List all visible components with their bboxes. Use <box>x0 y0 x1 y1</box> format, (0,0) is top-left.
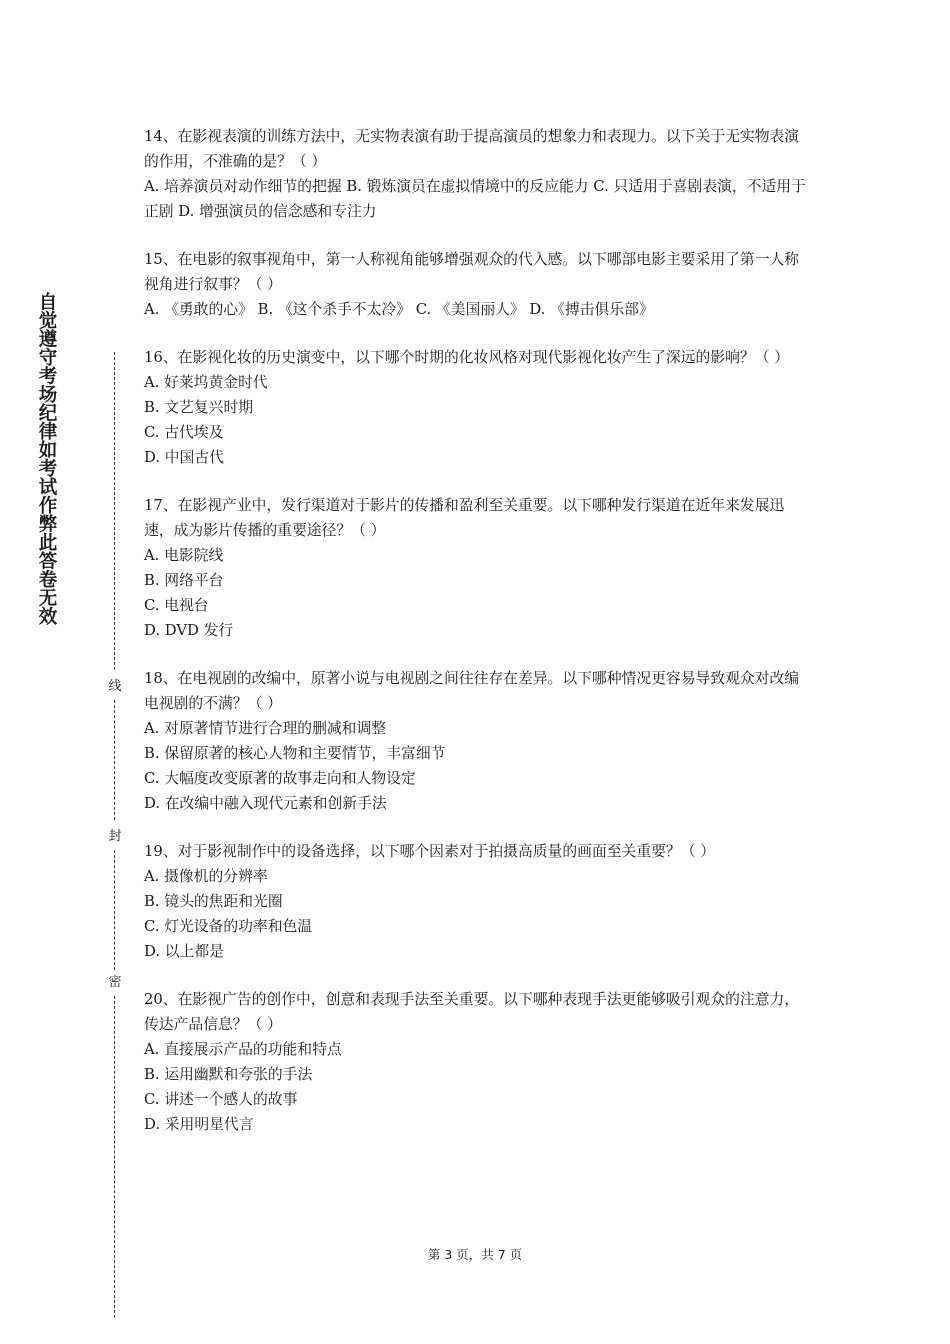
option-b: B. 文艺复兴时期 <box>144 399 254 416</box>
option-d: D. 中国古代 <box>144 449 224 466</box>
question-stem: 15、在电影的叙事视角中，第一人称视角能够增强观众的代入感。以下哪部电影主要采用了第一人称视角进行叙事？（ ） <box>144 251 800 293</box>
page-number: 第 3 页，共 7 页 <box>427 1247 523 1262</box>
binding-dashed-line <box>114 996 115 1318</box>
question-18 <box>144 666 810 816</box>
question-15 <box>144 247 810 322</box>
option-b: B. 镜头的焦距和光圈 <box>144 893 283 910</box>
binding-warning-text: 自觉遵守考场纪律如考试作弊此答卷无效 <box>36 292 57 625</box>
binding-dashed-line <box>114 700 115 820</box>
question-stem: 17、在影视产业中，发行渠道对于影片的传播和盈利至关重要。以下哪种发行渠道在近年来发展迅速，成为影片传播的重要途径？（ ） <box>144 497 785 539</box>
option-d: D. 在改编中融入现代元素和创新手法 <box>144 795 387 812</box>
option-c: C. 古代埃及 <box>144 424 224 441</box>
question-17 <box>144 493 810 643</box>
question-options: A. 《勇敢的心》 B. 《这个杀手不太冷》 C. 《美国丽人》 D. 《搏击俱乐部》 <box>144 301 654 318</box>
option-d: D. DVD 发行 <box>144 622 234 639</box>
question-stem: 20、在影视广告的创作中，创意和表现手法至关重要。以下哪种表现手法更能够吸引观众的注意力，传达产品信息？（ ） <box>144 991 800 1033</box>
binding-label-xian: 线 <box>108 679 122 694</box>
question-options: A. 培养演员对动作细节的把握 B. 锻炼演员在虚拟情境中的反应能力 C. 只适用于喜剧表演，不适用于正剧 D. 增强演员的信念感和专注力 <box>144 178 806 220</box>
option-a: A. 好莱坞黄金时代 <box>144 374 268 391</box>
option-b: B. 运用幽默和夸张的手法 <box>144 1066 313 1083</box>
option-d: D. 以上都是 <box>144 943 224 960</box>
question-14 <box>144 124 810 224</box>
question-stem: 19、对于影视制作中的设备选择，以下哪个因素对于拍摄高质量的画面至关重要？（ ） <box>144 843 716 860</box>
question-20 <box>144 987 810 1137</box>
question-list <box>144 124 810 1160</box>
question-16 <box>144 345 810 470</box>
option-b: B. 网络平台 <box>144 572 224 589</box>
question-19 <box>144 839 810 964</box>
option-c: C. 灯光设备的功率和色温 <box>144 918 313 935</box>
option-b: B. 保留原著的核心人物和主要情节，丰富细节 <box>144 745 446 762</box>
option-c: C. 讲述一个感人的故事 <box>144 1091 298 1108</box>
binding-dashed-line <box>114 850 115 970</box>
question-stem: 14、在影视表演的训练方法中，无实物表演有助于提高演员的想象力和表现力。以下关于无实物表演的作用，不准确的是？（ ） <box>144 128 800 170</box>
binding-label-feng: 封 <box>108 829 122 844</box>
option-c: C. 大幅度改变原著的故事走向和人物设定 <box>144 770 416 787</box>
option-c: C. 电视台 <box>144 597 209 614</box>
option-a: A. 电影院线 <box>144 547 224 564</box>
question-stem: 18、在电视剧的改编中，原著小说与电视剧之间往往存在差异。以下哪种情况更容易导致观众对改编电视剧的不满？（ ） <box>144 670 800 712</box>
option-a: A. 对原著情节进行合理的删减和调整 <box>144 720 387 737</box>
binding-dashed-line <box>114 352 115 670</box>
option-a: A. 摄像机的分辨率 <box>144 868 268 885</box>
binding-label-mi: 密 <box>108 975 122 990</box>
question-stem: 16、在影视化妆的历史演变中，以下哪个时期的化妆风格对现代影视化妆产生了深远的影响？（ ） <box>144 349 790 366</box>
option-d: D. 采用明星代言 <box>144 1116 254 1133</box>
option-a: A. 直接展示产品的功能和特点 <box>144 1041 342 1058</box>
